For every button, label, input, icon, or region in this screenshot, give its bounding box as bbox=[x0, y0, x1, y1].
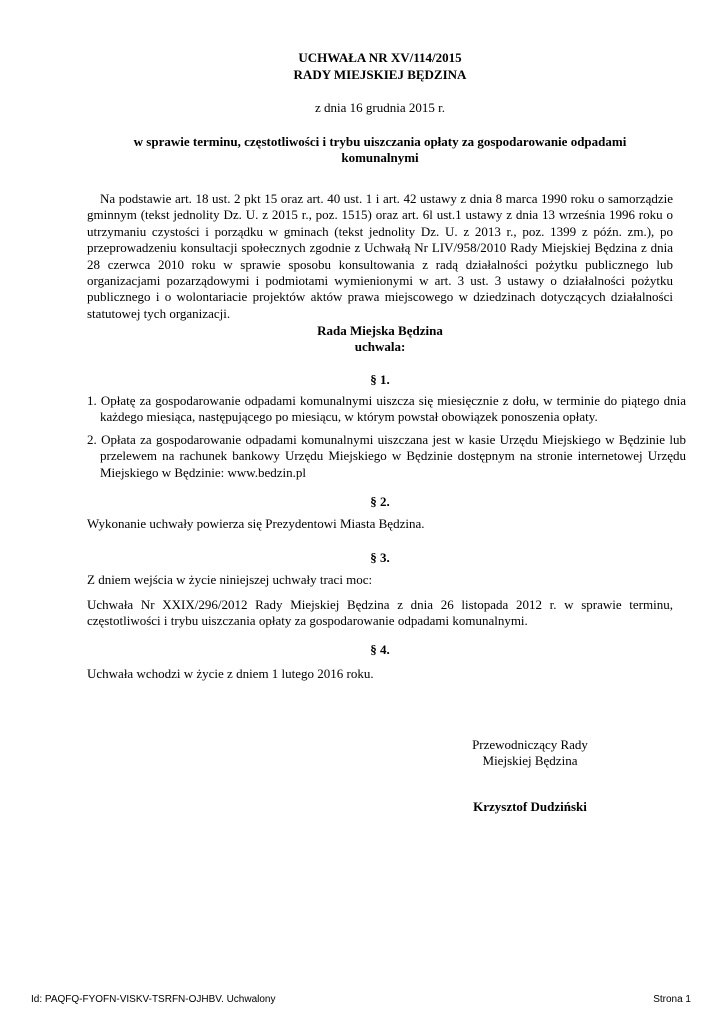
section-1-item-1: 1. Opłatę za gospodarowanie odpadami komunalnymi uiszcza się miesięcznie z dołu, w terminie do piątego dnia każdego miesiąca, następującego po miesiącu, w którym powstał obowiązek ponoszenia opłaty. bbox=[87, 393, 686, 425]
section-2-text: Wykonanie uchwały powierza się Prezydentowi Miasta Będzina. bbox=[87, 516, 425, 531]
section-3-heading: § 3. bbox=[370, 550, 390, 565]
resolves-line2: uchwala: bbox=[354, 339, 406, 354]
section-3-text: Z dniem wejścia w życie niniejszej uchwały traci moc: bbox=[87, 572, 373, 587]
signatory-name: Krzysztof Dudziński bbox=[473, 799, 587, 814]
issuing-body: RADY MIEJSKIEJ BĘDZINA bbox=[293, 67, 467, 82]
preamble: Na podstawie art. 18 ust. 2 pkt 15 oraz art. 40 ust. 1 i art. 42 ustawy z dnia 8 marca 1990 roku o samorządzie gminnym (tekst jednolity Dz. U. z 2015 r., poz. 1515) oraz art. 6l ust.1 ustawy z dnia 13 września 1996 roku o utrzymaniu czystości i porządku w gminach (tekst jednolity Dz. U. z 2013 r., poz. 1399 z późn. zm.), po przeprowadzeniu konsultacji społecznych zgodnie z Uchwałą Nr LIV/958/2010 Rady Miejskiej Będzina z dnia 28 czerwca 2010 roku w sprawie sposobu konsultowania z radą działalności pożytku publicznego lub organizacjami pozarządowymi i podmiotami wymienionymi w art. 3 ust. 3 ustawy o działalności pożytku publicznego i o wolontariacie projektów aktów prawa miejscowego w dziedzinach dotyczących działalności statutowej tych organizacji. bbox=[87, 191, 673, 321]
section-1-heading: § 1. bbox=[370, 372, 390, 387]
section-3-repealed-act: Uchwała Nr XXIX/296/2012 Rady Miejskiej Będzina z dnia 26 listopada 2012 r. w sprawie terminu, częstotliwości i trybu uiszczania opłaty za gospodarowanie odpadami komunalnymi. bbox=[87, 597, 673, 629]
resolution-subject: w sprawie terminu, częstotliwości i trybu uiszczania opłaty za gospodarowanie odpadami komunalnymi bbox=[133, 134, 627, 166]
resolution-number: UCHWAŁA NR XV/114/2015 bbox=[298, 50, 462, 65]
section-4-text: Uchwała wchodzi w życie z dniem 1 lutego 2016 roku. bbox=[87, 666, 374, 681]
signature-role-line2: Miejskiej Będzina bbox=[482, 753, 578, 768]
document-id: Id: PAQFQ-FYOFN-VISKV-TSRFN-OJHBV. Uchwalony bbox=[31, 994, 276, 1005]
resolves-line1: Rada Miejska Będzina bbox=[317, 323, 443, 338]
section-1-item-2: 2. Opłata za gospodarowanie odpadami komunalnymi uiszczana jest w kasie Urzędu Miejskiego w Będzinie lub przelewem na rachunek bankowy Urzędu Miejskiego w Będzinie dostępnym na stronie internetowej Urzędu Miejskiego w Będzinie: www.bedzin.pl bbox=[87, 432, 686, 480]
page-number: Strona 1 bbox=[653, 994, 691, 1005]
resolution-date: z dnia 16 grudnia 2015 r. bbox=[315, 100, 445, 115]
section-4-heading: § 4. bbox=[370, 642, 390, 657]
section-2-heading: § 2. bbox=[370, 494, 390, 509]
signature-role-line1: Przewodniczący Rady bbox=[472, 737, 588, 752]
